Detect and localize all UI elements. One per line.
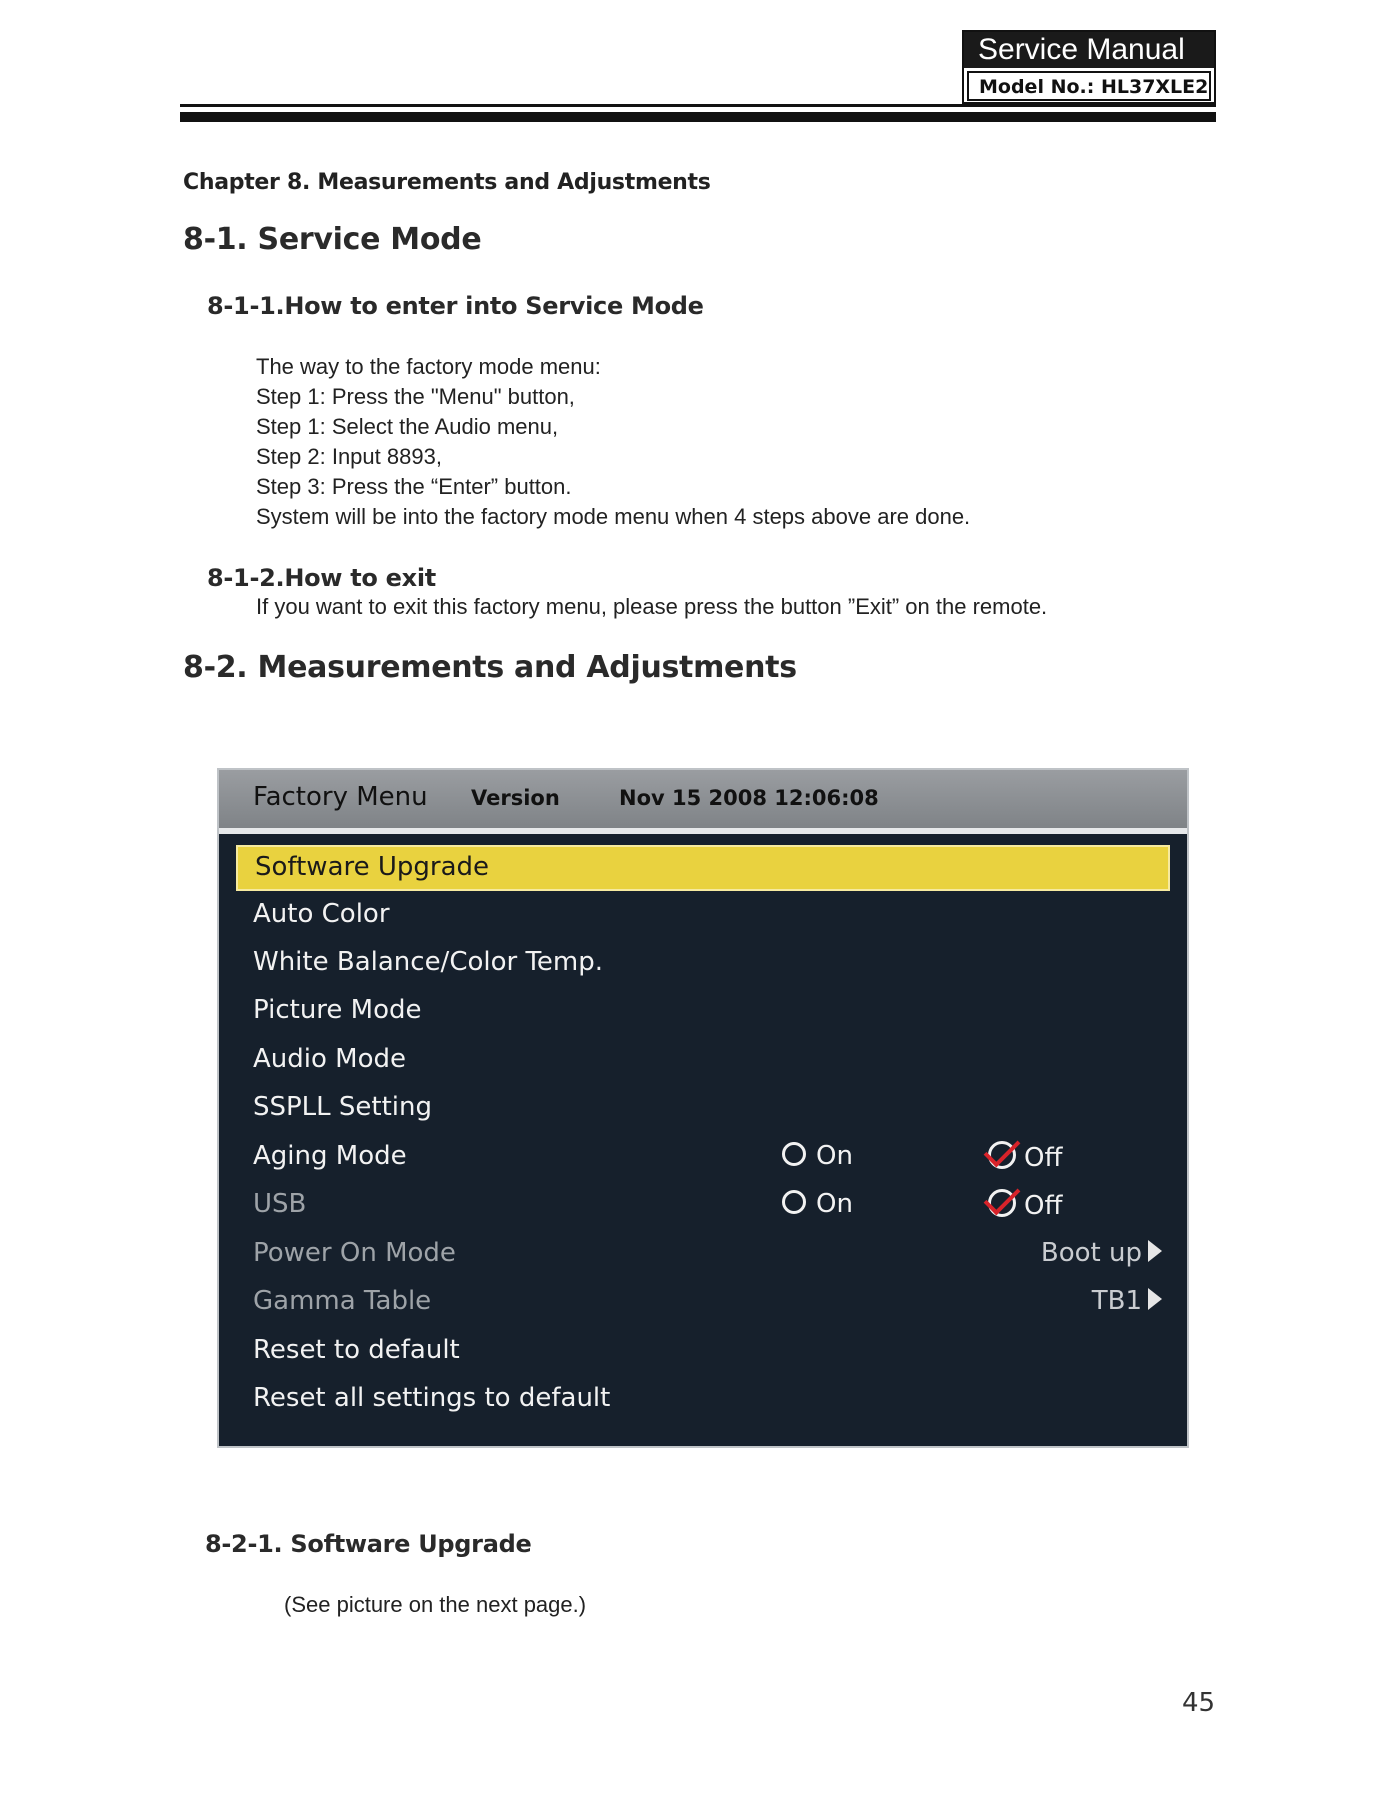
radio-empty-icon <box>782 1142 806 1166</box>
radio-checked-icon <box>988 1189 1016 1217</box>
header-rule-thin <box>180 104 1216 107</box>
menu-item-reset-all[interactable] <box>236 1376 1170 1422</box>
instruction-line: Step 3: Press the “Enter” button. <box>256 474 572 499</box>
enter-instructions <box>256 352 970 532</box>
menu-item-label: USB <box>253 1189 307 1219</box>
arrow-right-icon <box>1148 1240 1162 1262</box>
see-next-page-note: (See picture on the next page.) <box>284 1592 587 1617</box>
service-manual-header <box>962 30 1216 104</box>
menu-item-auto-color[interactable] <box>236 892 1170 938</box>
menu-item-label: Power On Mode <box>253 1238 456 1268</box>
instruction-line: The way to the factory mode menu: <box>256 354 601 379</box>
aging-off-option[interactable] <box>988 1141 1062 1173</box>
header-rule-thick <box>180 112 1216 122</box>
power-on-mode-value <box>1041 1238 1162 1268</box>
section-measurements-title: 8-2. Measurements and Adjustments <box>183 650 797 685</box>
usb-off-option[interactable] <box>988 1189 1062 1221</box>
menu-item-power-on-mode[interactable] <box>236 1231 1170 1277</box>
menu-item-sspll-setting[interactable] <box>236 1085 1170 1131</box>
menu-item-label: SSPLL Setting <box>253 1092 433 1122</box>
instruction-line: Step 1: Press the "Menu" button, <box>256 384 575 409</box>
aging-on-label: On <box>816 1141 853 1171</box>
menu-item-audio-mode[interactable] <box>236 1037 1170 1083</box>
subsection-exit-title: 8-1-2.How to exit <box>207 564 436 592</box>
exit-instructions: If you want to exit this factory menu, please press the button ”Exit” on the remote. <box>256 594 1048 619</box>
instruction-line: Step 2: Input 8893, <box>256 444 442 469</box>
usb-on-option[interactable] <box>782 1189 853 1219</box>
gamma-table-text: TB1 <box>1091 1286 1142 1316</box>
radio-empty-icon <box>782 1190 806 1214</box>
menu-item-reset-default[interactable] <box>236 1328 1170 1374</box>
page-number: 45 <box>1182 1688 1216 1718</box>
power-on-mode-text: Boot up <box>1040 1238 1142 1268</box>
menu-item-picture-mode[interactable] <box>236 988 1170 1034</box>
menu-item-label: Reset to default <box>253 1335 460 1365</box>
chapter-title: Chapter 8. Measurements and Adjustments <box>183 170 711 195</box>
menu-item-label: Software Upgrade <box>255 852 490 882</box>
aging-off-label: Off <box>1024 1143 1063 1173</box>
menu-item-label: Auto Color <box>253 899 390 929</box>
menu-item-usb[interactable] <box>236 1182 1170 1228</box>
menu-item-white-balance[interactable] <box>236 940 1170 986</box>
menu-item-aging-mode[interactable] <box>236 1134 1170 1180</box>
gamma-table-value <box>1092 1286 1162 1316</box>
instruction-line: System will be into the factory mode menu when 4 steps above are done. <box>256 504 971 529</box>
arrow-right-icon <box>1148 1288 1162 1310</box>
aging-on-option[interactable] <box>782 1141 853 1171</box>
menu-item-gamma-table[interactable] <box>236 1279 1170 1325</box>
factory-menu-screen <box>217 768 1189 1448</box>
model-number: Model No.: HL37XLE2 <box>967 71 1211 101</box>
menu-item-label: Aging Mode <box>253 1141 407 1171</box>
factory-menu-header <box>219 770 1187 834</box>
menu-item-label: Audio Mode <box>253 1044 407 1074</box>
instruction-line: Step 1: Select the Audio menu, <box>256 414 559 439</box>
subsection-enter-title: 8-1-1.How to enter into Service Mode <box>207 292 704 320</box>
menu-item-label: White Balance/Color Temp. <box>253 947 604 977</box>
menu-item-software-upgrade[interactable] <box>236 845 1170 891</box>
version-label: Version <box>471 786 560 810</box>
subsection-software-upgrade-title: 8-2-1. Software Upgrade <box>205 1530 532 1558</box>
factory-menu-title: Factory Menu <box>253 782 428 812</box>
header-title: Service Manual <box>964 32 1214 68</box>
radio-checked-icon <box>988 1141 1016 1169</box>
version-date: Nov 15 2008 12:06:08 <box>619 786 879 810</box>
menu-item-label: Picture Mode <box>253 995 422 1025</box>
section-service-mode-title: 8-1. Service Mode <box>183 222 482 257</box>
menu-item-label: Reset all settings to default <box>253 1383 611 1413</box>
menu-item-label: Gamma Table <box>253 1286 432 1316</box>
usb-off-label: Off <box>1024 1191 1063 1221</box>
usb-on-label: On <box>816 1189 853 1219</box>
